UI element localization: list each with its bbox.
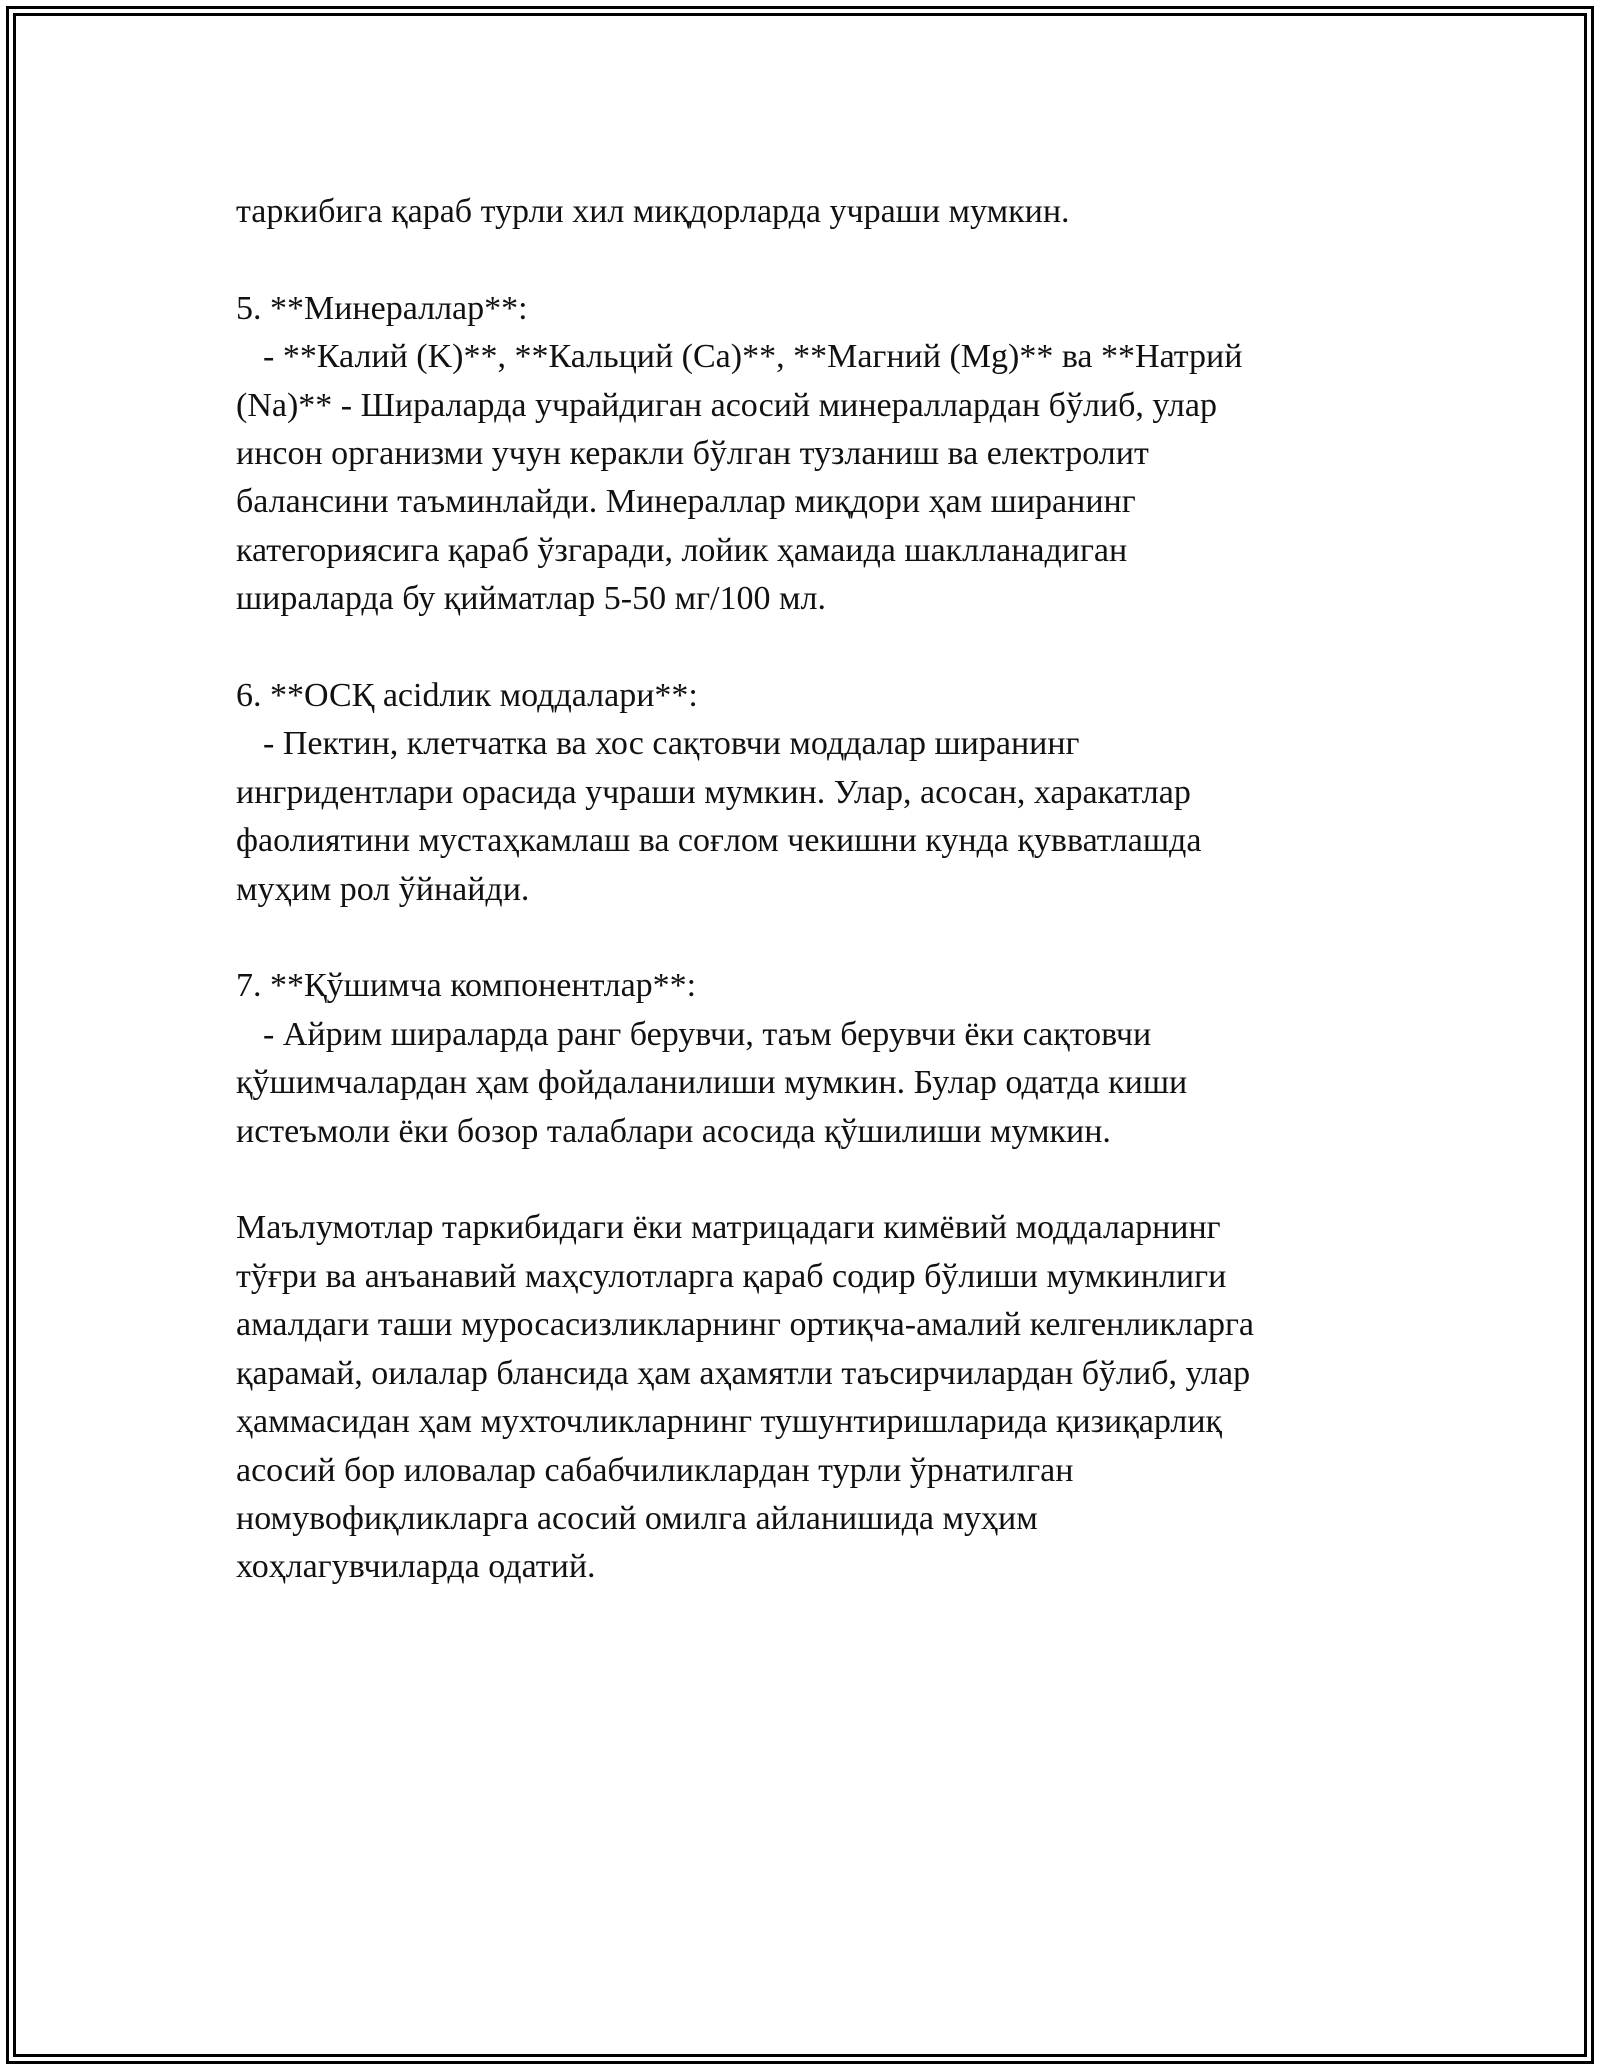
section-line: ингридентлари орасида учраши мумкин. Улар, асосан, харакатлар: [236, 773, 1191, 811]
conclusion-line: қарамай, оилалар блансида ҳам аҳамятли таъсирчилардан бўлиб, улар: [236, 1354, 1251, 1392]
section-line: балансини таъминлайди. Минераллар миқдори ҳам ширанинг: [236, 483, 1136, 521]
section-line: - Пектин, клетчатка ва хос сақтовчи моддалар ширанинг: [263, 725, 1080, 763]
section-heading: 6. **ОСҚ acidлик моддалари**:: [236, 677, 698, 715]
conclusion-line: номувофиқликларга асосий омилга айланишида муҳим: [236, 1499, 1038, 1537]
conclusion-paragraph: [236, 1204, 1366, 1591]
section-heading: 7. **Қўшимча компонентлар**:: [236, 967, 697, 1005]
document-body: [236, 188, 1366, 1592]
section-line: истеъмоли ёки бозор талаблари асосида қўшилиши мумкин.: [236, 1112, 1111, 1150]
section-line: фаолиятини мустаҳкамлаш ва соғлом чекишни кунда қувватлашда: [236, 822, 1202, 860]
section-acidity: [236, 672, 1366, 914]
section-minerals: [236, 285, 1366, 624]
section-line: - Айрим шираларда ранг берувчи, таъм берувчи ёки сақтовчи: [263, 1015, 1152, 1053]
paragraph-gap: [236, 1156, 1366, 1204]
section-heading: 5. **Минераллар**:: [236, 289, 528, 327]
conclusion-line: амалдаги таши муросасизликларнинг ортиқча-амалий келгенликларга: [236, 1306, 1254, 1344]
conclusion-line: асосий бор иловалар сабабчиликлардан турли ўрнатилган: [236, 1451, 1074, 1489]
intro-tail-line: таркибига қараб турли хил миқдорларда учраши мумкин.: [236, 193, 1070, 230]
section-line: қўшимчалардан ҳам фойдаланилиши мумкин. Булар одатда киши: [236, 1064, 1188, 1102]
section-line: категориясига қараб ўзгаради, лойик ҳамаида шаклланадиган: [236, 531, 1128, 569]
section-line: муҳим рол ўйнайди.: [236, 870, 530, 908]
conclusion-line: Маълумотлар таркибидаги ёки матрицадаги кимёвий моддаларнинг: [236, 1209, 1221, 1247]
paragraph-gap: [236, 914, 1366, 962]
section-line: инсон организми учун керакли бўлган тузланиш ва електролит: [236, 435, 1149, 473]
section-additives: [236, 962, 1366, 1156]
paragraph-gap: [236, 624, 1366, 672]
section-line: - **Калий (K)**, **Кальций (Ca)**, **Магний (Mg)** ва **Натрий: [263, 338, 1243, 376]
conclusion-line: хоҳлагувчиларда одатий.: [236, 1548, 596, 1586]
section-line: (Na)** - Шираларда учрайдиган асосий минераллардан бўлиб, улар: [236, 386, 1217, 424]
section-line: шираларда бу қийматлар 5-50 мг/100 мл.: [236, 580, 826, 618]
paragraph-gap: [236, 236, 1366, 284]
conclusion-line: ҳаммасидан ҳам мухточликларнинг тушунтиришларида қизиқарлиқ: [236, 1403, 1223, 1441]
conclusion-line: тўғри ва анъанавий маҳсулотларга қараб содир бўлиши мумкинлиги: [236, 1257, 1227, 1295]
